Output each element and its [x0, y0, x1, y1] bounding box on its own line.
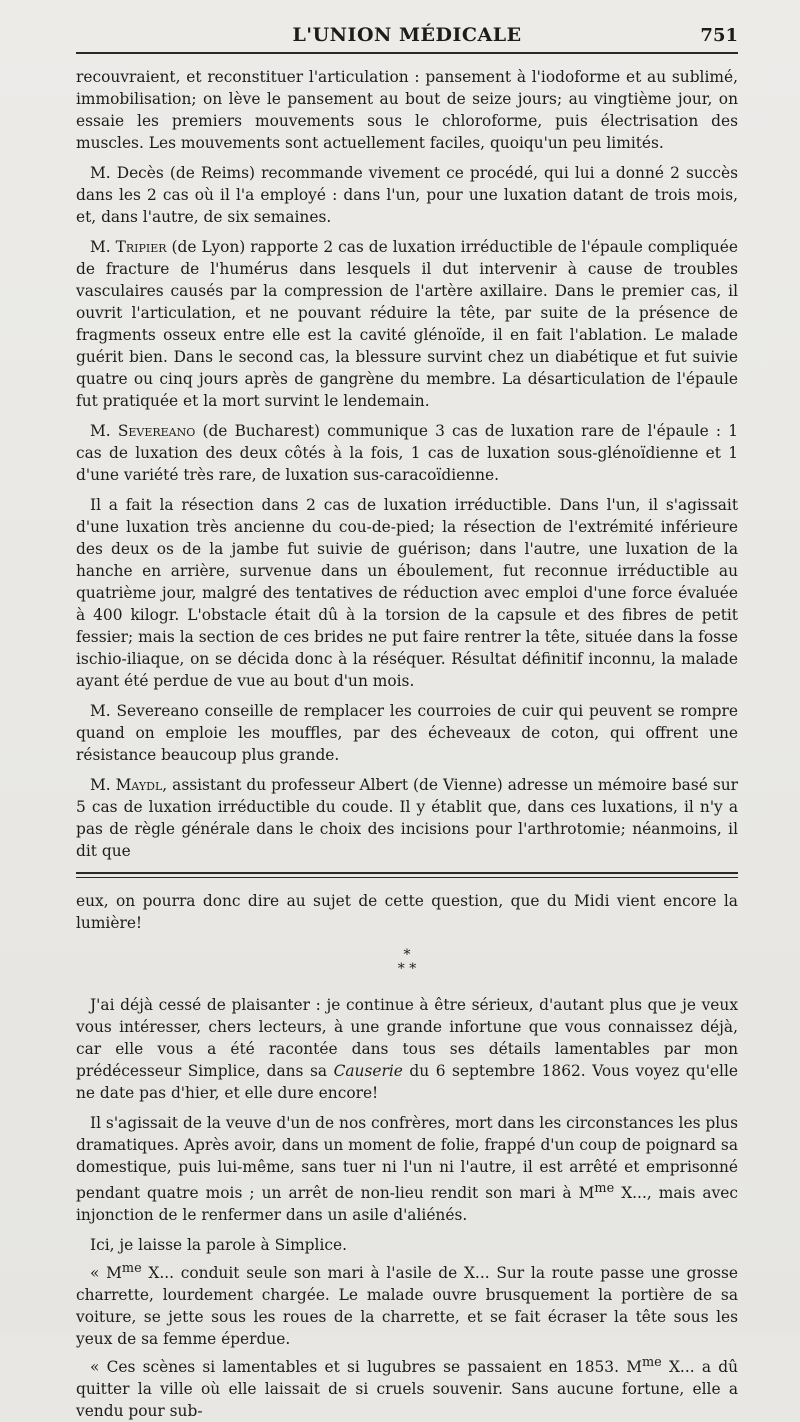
author-name-tripier: Tripier [115, 238, 167, 256]
paragraph-severeano-advice: M. Severeano conseille de remplacer les courroies de cuir qui peuvent se rompre quand on emploie les mouffles, par des écheveaux de coton, qui offrent une résistance beaucoup plus grande. [76, 702, 738, 764]
paragraph-quote-1853: « Ces scènes si lamentables et si lugubres se passaient en 1853. $M^{me}$ X... a dû quitter la ville où elle laissait de si cruels souvenir. Sans aucune fortune, elle a vendu pour sub- [76, 1355, 738, 1421]
paragraph-severeano: M. Severeano (de Bucharest) communique 3 cas de luxation rare de l'épaule : 1 cas de luxation des deux côtés à la fois, 1 cas de luxation sous-glénoïdienne et 1 d'une variété très rare, de luxation sus-caracoïdienne. [76, 422, 738, 484]
author-name-maydl: Maydl [115, 776, 163, 794]
paragraph-resection: Il a fait la résection dans 2 cas de luxation irréductible. Dans l'un, il s'agissait d'une luxation très ancienne du cou-de-pied; la résection de l'extrémité inférieure des deux os de la jambe fut suivie de guérison; dans l'autre, une luxation de la hanche en arrière, survenue dans un éboulement, fut reconnue irréductible au quatrième jour, malgré des tentatives de réduction avec emploi d'une force évaluée à 400 kilogr. L'obstacle était dû à la torsion de la capsule et des fibres de petit fessier; mais la section de ces brides ne put faire rentrer la tête, située dans la fosse ischio-iliaque, on se décida donc à la réséquer. Résultat définitif inconnu, la malade ayant été perdue de vue au bout d'un mois. [76, 496, 738, 690]
paragraph-arthrotomy-treatment: recouvraient, et reconstituer l'articulation : pansement à l'iodoforme et au sublimé, immobilisation; on lève le pansement au bout de seize jours; au vingtième jour, on essaie les premiers mouvements sous le chloroforme, puis électrisation des muscles. Les mouvements sont actuellement faciles, quoiqu'un peu limités. [76, 68, 738, 152]
causerie-title: Causerie [333, 1062, 403, 1080]
paragraph-simplice: Ici, je laisse la parole à Simplice. [90, 1236, 348, 1255]
page-number: 751 [700, 25, 738, 46]
upper-column-text [76, 66, 738, 862]
author-name-severeano: Severeano [117, 422, 196, 440]
paragraph-midi-lumiere: eux, on pourra donc dire au sujet de cette question, que du Midi vient encore la lumière! [76, 892, 738, 932]
paragraph-tripier: M. Tripier (de Lyon) rapporte 2 cas de luxation irréductible de l'épaule compliquée de fracture de l'humérus dans lesquels il dut intervenir à cause de troubles vasculaires causés par la compression de l'artère axillaire. Dans le premier cas, il ouvrit l'articulation, et ne pouvant réduire la tête, par suite de la présence de fragments osseux entre elle est la cavité glénoïde, il en fait l'ablation. Le malade guérit bien. Dans le second cas, la blessure survint chez un diabétique et fut suivie quatre ou cinq jours après de gangrène du membre. La désarticulation de l'épaule fut pratiquée et la mort survint le lendemain. [76, 238, 738, 410]
paragraph-quote-charrette: « $M^{me}$ X... conduit seule son mari à l'asile de X... Sur la route passe une grosse charrette, lourdement chargée. Le malade ouvre brusquement la portière de sa voiture, se jette sous les roues de la charrette, et se fait écraser la tête sous les yeux de sa femme éperdue. [76, 1261, 738, 1349]
paragraph-deces: M. Decès (de Reims) recommande vivement ce procédé, qui lui a donné 2 succès dans les 2 cas où il l'a employé : dans l'un, pour une luxation datant de trois mois, et, dans l'autre, de six semaines. [76, 164, 738, 226]
paragraph-veuve: Il s'agissait de la veuve d'un de nos confrères, mort dans les circonstances les plus dramatiques. Après avoir, dans un moment de folie, frappé d'un coup de poignard sa domestique, puis lui-même, sans tuer ni l'un ni l'autre, il est arrêté et emprisonné pendant quatre mois ; un arrêt de non-lieu rendit son mari à $M^{me}$ X..., mais avec injonction de le renfermer dans un asile d'aliénés. [76, 1114, 738, 1225]
paragraph-infortune: J'ai déjà cessé de plaisanter : je continue à être sérieux, d'autant plus que je veux vous intéresser, chers lecteurs, à une grande infortune que vous connaissez déjà, car elle vous a été racontée dans tous ses détails lamentables par mon prédécesseur Simplice, dans sa Causerie du 6 septembre 1862. Vous voyez qu'elle ne date pas d'hier, et elle dure encore! [76, 996, 738, 1102]
paragraph-maydl: M. Maydl, assistant du professeur Albert (de Vienne) adresse un mémoire basé sur 5 cas de luxation irréductible du coude. Il y établit que, dans ces luxations, il n'y a pas de règle générale dans le choix des incisions pour l'arthrotomie; néanmoins, il dit que [76, 776, 738, 860]
section-divider [76, 872, 738, 878]
journal-title: L'UNION MÉDICALE [292, 24, 522, 46]
asterism: * * * [397, 947, 417, 977]
feuilleton-text [76, 890, 738, 1422]
running-header [76, 22, 738, 54]
